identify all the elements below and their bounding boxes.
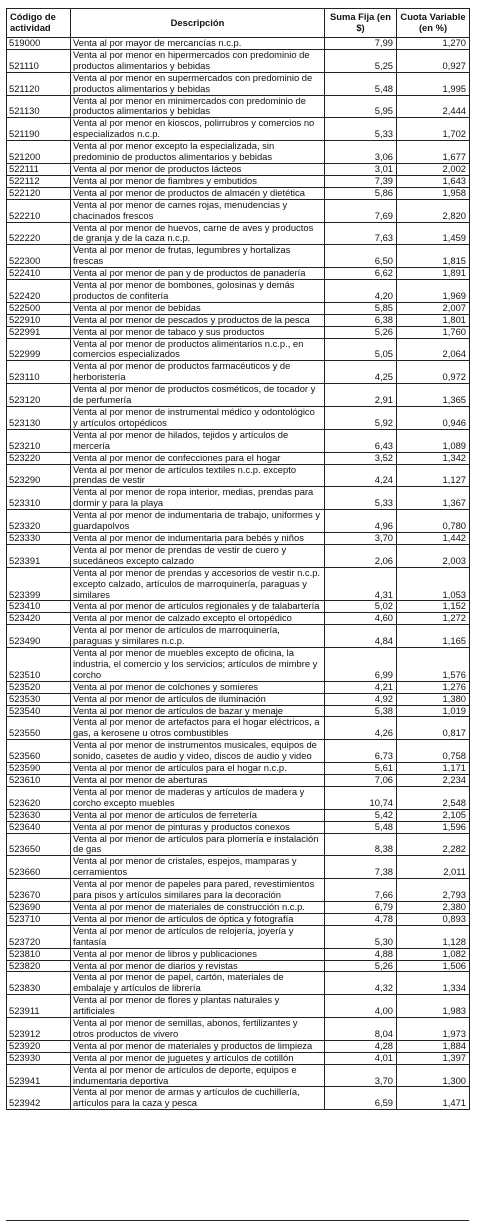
- table-row: [7, 95, 470, 118]
- table-row: [7, 809, 470, 821]
- fixed-amount-cell: 4,24: [325, 464, 397, 487]
- fixed-amount-cell: 8,38: [325, 833, 397, 856]
- table-row: [7, 681, 470, 693]
- table-row: [7, 821, 470, 833]
- table-row: [7, 222, 470, 245]
- description-cell: Venta al por menor de artículos de relojería, joyería y fantasía: [71, 925, 325, 948]
- fixed-amount-cell: 7,06: [325, 775, 397, 787]
- activity-code-cell: 523710: [7, 913, 71, 925]
- fixed-amount-cell: 4,96: [325, 510, 397, 533]
- fixed-amount-cell: 5,48: [325, 821, 397, 833]
- fixed-amount-cell: 3,52: [325, 452, 397, 464]
- table-row: [7, 995, 470, 1018]
- variable-rate-cell: 0,758: [397, 740, 470, 763]
- description-cell: Venta al por menor de ropa interior, medias, prendas para dormir y para la playa: [71, 487, 325, 510]
- description-cell: Venta al por menor de frutas, legumbres y hortalizas frescas: [71, 245, 325, 268]
- table-row: [7, 118, 470, 141]
- table-row: [7, 544, 470, 567]
- activity-code-cell: 522500: [7, 302, 71, 314]
- description-cell: Venta al por menor de colchones y somieres: [71, 681, 325, 693]
- variable-rate-cell: 2,003: [397, 544, 470, 567]
- activity-code-cell: 523210: [7, 429, 71, 452]
- description-cell: Venta al por menor excepto la especializada, sin predominio de productos alimentarios y bebidas: [71, 141, 325, 164]
- variable-rate-cell: 0,927: [397, 49, 470, 72]
- fixed-amount-cell: 6,38: [325, 314, 397, 326]
- activity-code-cell: 523830: [7, 972, 71, 995]
- fixed-amount-cell: 5,86: [325, 187, 397, 199]
- table-row: [7, 407, 470, 430]
- variable-rate-cell: 0,780: [397, 510, 470, 533]
- description-cell: Venta al por menor de muebles excepto de oficina, la industria, el comercio y los servicios; artículos de mimbre y corcho: [71, 648, 325, 682]
- variable-rate-cell: 1,342: [397, 452, 470, 464]
- description-cell: Venta al por menor de papel, cartón, materiales de embalaje y artículos de librería: [71, 972, 325, 995]
- description-cell: Venta al por menor de artículos de óptica y fotografía: [71, 913, 325, 925]
- fixed-amount-cell: 5,26: [325, 326, 397, 338]
- variable-rate-cell: 1,165: [397, 625, 470, 648]
- activity-code-cell: 523911: [7, 995, 71, 1018]
- description-cell: Venta al por menor de artículos regionales y de talabartería: [71, 601, 325, 613]
- variable-rate-cell: 1,643: [397, 175, 470, 187]
- variable-rate-cell: 1,171: [397, 763, 470, 775]
- variable-rate-cell: 1,576: [397, 648, 470, 682]
- variable-rate-cell: 1,973: [397, 1018, 470, 1041]
- description-cell: Venta al por menor en kioscos, polirrubros y comercios no especializados n.c.p.: [71, 118, 325, 141]
- fixed-amount-cell: 4,31: [325, 567, 397, 601]
- description-cell: Venta al por menor de materiales y productos de limpieza: [71, 1040, 325, 1052]
- table-row: [7, 326, 470, 338]
- variable-rate-cell: 1,801: [397, 314, 470, 326]
- table-row: [7, 384, 470, 407]
- activity-code-cell: 522410: [7, 268, 71, 280]
- variable-rate-cell: 2,105: [397, 809, 470, 821]
- fixed-amount-cell: 7,69: [325, 199, 397, 222]
- table-row: [7, 163, 470, 175]
- description-cell: Venta al por menor en hipermercados con predominio de productos alimentarios y bebidas: [71, 49, 325, 72]
- variable-rate-cell: 2,820: [397, 199, 470, 222]
- activity-code-cell: 523640: [7, 821, 71, 833]
- fixed-amount-cell: 5,92: [325, 407, 397, 430]
- activity-code-cell: 523610: [7, 775, 71, 787]
- activity-code-cell: 522999: [7, 338, 71, 361]
- activity-code-cell: 519000: [7, 38, 71, 50]
- table-row: [7, 361, 470, 384]
- table-row: [7, 464, 470, 487]
- fixed-amount-cell: 6,99: [325, 648, 397, 682]
- fixed-amount-cell: 5,38: [325, 705, 397, 717]
- description-cell: Venta al por menor de indumentaria de trabajo, uniformes y guardapolvos: [71, 510, 325, 533]
- table-row: [7, 199, 470, 222]
- description-cell: Venta al por mayor de mercancías n.c.p.: [71, 38, 325, 50]
- description-cell: Venta al por menor de artículos de ferretería: [71, 809, 325, 821]
- activity-code-cell: 523560: [7, 740, 71, 763]
- activity-code-cell: 523930: [7, 1052, 71, 1064]
- activity-code-cell: 523820: [7, 960, 71, 972]
- activity-code-cell: 521200: [7, 141, 71, 164]
- table-row: [7, 913, 470, 925]
- variable-rate-cell: 1,152: [397, 601, 470, 613]
- activity-code-cell: 522111: [7, 163, 71, 175]
- description-cell: Venta al por menor de tabaco y sus productos: [71, 326, 325, 338]
- variable-rate-cell: 1,367: [397, 487, 470, 510]
- table-row: [7, 187, 470, 199]
- description-cell: Venta al por menor de hilados, tejidos y artículos de mercería: [71, 429, 325, 452]
- description-cell: Venta al por menor de materiales de construcción n.c.p.: [71, 901, 325, 913]
- variable-rate-cell: 1,969: [397, 280, 470, 303]
- fixed-amount-cell: 4,21: [325, 681, 397, 693]
- fixed-amount-cell: 4,60: [325, 613, 397, 625]
- table-row: [7, 648, 470, 682]
- fixed-amount-cell: 5,85: [325, 302, 397, 314]
- fixed-amount-cell: 5,26: [325, 960, 397, 972]
- activity-code-cell: 523920: [7, 1040, 71, 1052]
- description-cell: Venta al por menor de armas y artículos de cuchillería, artículos para la caza y pesca: [71, 1087, 325, 1110]
- header-code: Código de actividad: [7, 9, 71, 38]
- variable-rate-cell: 1,276: [397, 681, 470, 693]
- activity-code-cell: 523330: [7, 532, 71, 544]
- table-row: [7, 786, 470, 809]
- fixed-amount-cell: 3,01: [325, 163, 397, 175]
- table-row: [7, 925, 470, 948]
- fixed-amount-cell: 6,73: [325, 740, 397, 763]
- description-cell: Venta al por menor de papeles para pared, revestimientos para pisos y artículos similares para la decoración: [71, 879, 325, 902]
- fixed-amount-cell: 5,61: [325, 763, 397, 775]
- table-row: [7, 175, 470, 187]
- fixed-amount-cell: 5,48: [325, 72, 397, 95]
- table-row: [7, 487, 470, 510]
- fixed-amount-cell: 10,74: [325, 786, 397, 809]
- description-cell: Venta al por menor de productos alimentarios n.c.p., en comercios especializados: [71, 338, 325, 361]
- description-cell: Venta al por menor de artículos para el hogar n.c.p.: [71, 763, 325, 775]
- variable-rate-cell: 2,548: [397, 786, 470, 809]
- fixed-amount-cell: 3,70: [325, 532, 397, 544]
- table-row: [7, 960, 470, 972]
- table-row: [7, 302, 470, 314]
- description-cell: Venta al por menor de pinturas y productos conexos: [71, 821, 325, 833]
- table-row: [7, 532, 470, 544]
- activity-code-cell: 522420: [7, 280, 71, 303]
- description-cell: Venta al por menor de productos cosméticos, de tocador y de perfumería: [71, 384, 325, 407]
- activity-code-cell: 521120: [7, 72, 71, 95]
- description-cell: Venta al por menor de flores y plantas naturales y artificiales: [71, 995, 325, 1018]
- table-row: [7, 72, 470, 95]
- fixed-amount-cell: 2,91: [325, 384, 397, 407]
- variable-rate-cell: 0,893: [397, 913, 470, 925]
- table-row: [7, 268, 470, 280]
- activity-code-cell: 523540: [7, 705, 71, 717]
- variable-rate-cell: 1,442: [397, 532, 470, 544]
- fixed-amount-cell: 4,92: [325, 693, 397, 705]
- description-cell: Venta al por menor de instrumentos musicales, equipos de sonido, casetes de audio y video, discos de audio y video: [71, 740, 325, 763]
- table-row: [7, 1087, 470, 1110]
- activity-code-cell: 523490: [7, 625, 71, 648]
- table-header: [7, 9, 470, 38]
- fixed-amount-cell: 4,26: [325, 717, 397, 740]
- table-row: [7, 141, 470, 164]
- variable-rate-cell: 1,459: [397, 222, 470, 245]
- activity-tariff-table: [6, 8, 470, 1110]
- description-cell: Venta al por menor de confecciones para el hogar: [71, 452, 325, 464]
- table-row: [7, 1064, 470, 1087]
- variable-rate-cell: 1,334: [397, 972, 470, 995]
- variable-rate-cell: 1,471: [397, 1087, 470, 1110]
- activity-code-cell: 523520: [7, 681, 71, 693]
- variable-rate-cell: 1,983: [397, 995, 470, 1018]
- fixed-amount-cell: 7,39: [325, 175, 397, 187]
- fixed-amount-cell: 6,50: [325, 245, 397, 268]
- table-row: [7, 972, 470, 995]
- activity-code-cell: 522112: [7, 175, 71, 187]
- description-cell: Venta al por menor de libros y publicaciones: [71, 948, 325, 960]
- activity-code-cell: 522210: [7, 199, 71, 222]
- variable-rate-cell: 1,596: [397, 821, 470, 833]
- description-cell: Venta al por menor de fiambres y embutidos: [71, 175, 325, 187]
- fixed-amount-cell: 4,20: [325, 280, 397, 303]
- fixed-amount-cell: 3,70: [325, 1064, 397, 1087]
- description-cell: Venta al por menor de productos farmacéuticos y de herboristería: [71, 361, 325, 384]
- activity-code-cell: 523530: [7, 693, 71, 705]
- description-cell: Venta al por menor de cristales, espejos, mamparas y cerramientos: [71, 856, 325, 879]
- activity-code-cell: 521190: [7, 118, 71, 141]
- fixed-amount-cell: 6,59: [325, 1087, 397, 1110]
- header-variable-rate: Cuota Variable (en %): [397, 9, 470, 38]
- activity-code-cell: 523420: [7, 613, 71, 625]
- activity-code-cell: 523650: [7, 833, 71, 856]
- activity-code-cell: 523590: [7, 763, 71, 775]
- fixed-amount-cell: 7,63: [325, 222, 397, 245]
- description-cell: Venta al por menor de bebidas: [71, 302, 325, 314]
- description-cell: Venta al por menor de instrumental médico y odontológico y artículos ortopédicos: [71, 407, 325, 430]
- table-row: [7, 601, 470, 613]
- fixed-amount-cell: 4,32: [325, 972, 397, 995]
- description-cell: Venta al por menor de bombones, golosinas y demás productos de confitería: [71, 280, 325, 303]
- fixed-amount-cell: 2,06: [325, 544, 397, 567]
- table-row: [7, 625, 470, 648]
- variable-rate-cell: 1,365: [397, 384, 470, 407]
- header-fixed-amount: Suma Fija (en $): [325, 9, 397, 38]
- fixed-amount-cell: 5,30: [325, 925, 397, 948]
- activity-code-cell: 523110: [7, 361, 71, 384]
- fixed-amount-cell: 8,04: [325, 1018, 397, 1041]
- activity-code-cell: 523620: [7, 786, 71, 809]
- table-row: [7, 763, 470, 775]
- variable-rate-cell: 2,793: [397, 879, 470, 902]
- activity-code-cell: 523630: [7, 809, 71, 821]
- activity-code-cell: 523942: [7, 1087, 71, 1110]
- fixed-amount-cell: 6,43: [325, 429, 397, 452]
- description-cell: Venta al por menor de diarios y revistas: [71, 960, 325, 972]
- activity-code-cell: 523130: [7, 407, 71, 430]
- description-cell: Venta al por menor de pescados y productos de la pesca: [71, 314, 325, 326]
- variable-rate-cell: 1,272: [397, 613, 470, 625]
- variable-rate-cell: 1,397: [397, 1052, 470, 1064]
- table-row: [7, 948, 470, 960]
- variable-rate-cell: 2,002: [397, 163, 470, 175]
- variable-rate-cell: 1,127: [397, 464, 470, 487]
- variable-rate-cell: 1,815: [397, 245, 470, 268]
- activity-code-cell: 523810: [7, 948, 71, 960]
- fixed-amount-cell: 4,84: [325, 625, 397, 648]
- table-row: [7, 775, 470, 787]
- fixed-amount-cell: 4,78: [325, 913, 397, 925]
- activity-code-cell: 523912: [7, 1018, 71, 1041]
- variable-rate-cell: 2,380: [397, 901, 470, 913]
- table-row: [7, 1040, 470, 1052]
- variable-rate-cell: 1,082: [397, 948, 470, 960]
- fixed-amount-cell: 5,02: [325, 601, 397, 613]
- fixed-amount-cell: 5,05: [325, 338, 397, 361]
- fixed-amount-cell: 5,33: [325, 118, 397, 141]
- variable-rate-cell: 1,380: [397, 693, 470, 705]
- fixed-amount-cell: 4,25: [325, 361, 397, 384]
- description-cell: Venta al por menor de artículos de deporte, equipos e indumentaria deportiva: [71, 1064, 325, 1087]
- table-row: [7, 1018, 470, 1041]
- table-row: [7, 705, 470, 717]
- activity-code-cell: 523391: [7, 544, 71, 567]
- fixed-amount-cell: 5,95: [325, 95, 397, 118]
- header-description: Descripción: [71, 9, 325, 38]
- description-cell: Venta al por menor de productos de almacén y dietética: [71, 187, 325, 199]
- description-cell: Venta al por menor de maderas y artículos de madera y corcho excepto muebles: [71, 786, 325, 809]
- activity-code-cell: 522120: [7, 187, 71, 199]
- activity-code-cell: 523550: [7, 717, 71, 740]
- description-cell: Venta al por menor de aberturas: [71, 775, 325, 787]
- variable-rate-cell: 1,677: [397, 141, 470, 164]
- table-row: [7, 856, 470, 879]
- activity-code-cell: 523690: [7, 901, 71, 913]
- variable-rate-cell: 1,760: [397, 326, 470, 338]
- table-row: [7, 833, 470, 856]
- variable-rate-cell: 2,007: [397, 302, 470, 314]
- variable-rate-cell: 2,064: [397, 338, 470, 361]
- variable-rate-cell: 1,702: [397, 118, 470, 141]
- activity-code-cell: 523320: [7, 510, 71, 533]
- description-cell: Venta al por menor en supermercados con predominio de productos alimentarios y bebidas: [71, 72, 325, 95]
- table-row: [7, 717, 470, 740]
- fixed-amount-cell: 3,06: [325, 141, 397, 164]
- activity-code-cell: 522300: [7, 245, 71, 268]
- description-cell: Venta al por menor de artículos de bazar y menaje: [71, 705, 325, 717]
- variable-rate-cell: 1,995: [397, 72, 470, 95]
- description-cell: Venta al por menor de indumentaria para bebés y niños: [71, 532, 325, 544]
- description-cell: Venta al por menor de carnes rojas, menudencias y chacinados frescos: [71, 199, 325, 222]
- description-cell: Venta al por menor de artículos de marroquinería, paraguas y similares n.c.p.: [71, 625, 325, 648]
- activity-code-cell: 523510: [7, 648, 71, 682]
- activity-code-cell: 522220: [7, 222, 71, 245]
- activity-code-cell: 523941: [7, 1064, 71, 1087]
- description-cell: Venta al por menor de artefactos para el hogar eléctricos, a gas, a kerosene u otros combustibles: [71, 717, 325, 740]
- table-row: [7, 693, 470, 705]
- table-row: [7, 901, 470, 913]
- fixed-amount-cell: 4,00: [325, 995, 397, 1018]
- table-row: [7, 567, 470, 601]
- fixed-amount-cell: 6,62: [325, 268, 397, 280]
- variable-rate-cell: 1,891: [397, 268, 470, 280]
- variable-rate-cell: 1,506: [397, 960, 470, 972]
- tariff-document: [6, 8, 469, 1110]
- fixed-amount-cell: 7,99: [325, 38, 397, 50]
- description-cell: Venta al por menor de calzado excepto el ortopédico: [71, 613, 325, 625]
- table-row: [7, 1052, 470, 1064]
- table-row: [7, 280, 470, 303]
- variable-rate-cell: 2,234: [397, 775, 470, 787]
- table-row: [7, 338, 470, 361]
- table-row: [7, 38, 470, 50]
- activity-code-cell: 523120: [7, 384, 71, 407]
- fixed-amount-cell: 5,25: [325, 49, 397, 72]
- activity-code-cell: 523290: [7, 464, 71, 487]
- variable-rate-cell: 2,444: [397, 95, 470, 118]
- table-body: [7, 38, 470, 1110]
- variable-rate-cell: 0,817: [397, 717, 470, 740]
- variable-rate-cell: 1,300: [397, 1064, 470, 1087]
- description-cell: Venta al por menor de artículos de iluminación: [71, 693, 325, 705]
- description-cell: Venta al por menor de huevos, carne de aves y productos de granja y de la caza n.c.p.: [71, 222, 325, 245]
- variable-rate-cell: 0,972: [397, 361, 470, 384]
- activity-code-cell: 523720: [7, 925, 71, 948]
- activity-code-cell: 523310: [7, 487, 71, 510]
- variable-rate-cell: 1,128: [397, 925, 470, 948]
- table-row: [7, 740, 470, 763]
- description-cell: Venta al por menor de semillas, abonos, fertilizantes y otros productos de vivero: [71, 1018, 325, 1041]
- activity-code-cell: 523660: [7, 856, 71, 879]
- table-row: [7, 510, 470, 533]
- variable-rate-cell: 1,958: [397, 187, 470, 199]
- variable-rate-cell: 1,053: [397, 567, 470, 601]
- variable-rate-cell: 0,946: [397, 407, 470, 430]
- variable-rate-cell: 1,270: [397, 38, 470, 50]
- description-cell: Venta al por menor en minimercados con predominio de productos alimentarios y bebidas: [71, 95, 325, 118]
- activity-code-cell: 523410: [7, 601, 71, 613]
- fixed-amount-cell: 5,42: [325, 809, 397, 821]
- variable-rate-cell: 1,089: [397, 429, 470, 452]
- activity-code-cell: 521130: [7, 95, 71, 118]
- fixed-amount-cell: 4,88: [325, 948, 397, 960]
- table-row: [7, 613, 470, 625]
- activity-code-cell: 523220: [7, 452, 71, 464]
- description-cell: Venta al por menor de prendas de vestir de cuero y sucedáneos excepto calzado: [71, 544, 325, 567]
- fixed-amount-cell: 7,66: [325, 879, 397, 902]
- fixed-amount-cell: 4,01: [325, 1052, 397, 1064]
- description-cell: Venta al por menor de artículos para plomería e instalación de gas: [71, 833, 325, 856]
- fixed-amount-cell: 5,33: [325, 487, 397, 510]
- table-row: [7, 879, 470, 902]
- activity-code-cell: 522910: [7, 314, 71, 326]
- activity-code-cell: 522991: [7, 326, 71, 338]
- activity-code-cell: 523670: [7, 879, 71, 902]
- activity-code-cell: 523399: [7, 567, 71, 601]
- table-row: [7, 452, 470, 464]
- fixed-amount-cell: 7,38: [325, 856, 397, 879]
- fixed-amount-cell: 6,79: [325, 901, 397, 913]
- table-row: [7, 245, 470, 268]
- table-row: [7, 314, 470, 326]
- description-cell: Venta al por menor de artículos textiles n.c.p. excepto prendas de vestir: [71, 464, 325, 487]
- variable-rate-cell: 1,019: [397, 705, 470, 717]
- description-cell: Venta al por menor de prendas y accesorios de vestir n.c.p. excepto calzado, artículos de marroquinería, paraguas y similares: [71, 567, 325, 601]
- description-cell: Venta al por menor de productos lácteos: [71, 163, 325, 175]
- variable-rate-cell: 2,282: [397, 833, 470, 856]
- variable-rate-cell: 1,884: [397, 1040, 470, 1052]
- table-row: [7, 49, 470, 72]
- header-row: [7, 9, 470, 38]
- table-row: [7, 429, 470, 452]
- activity-code-cell: 521110: [7, 49, 71, 72]
- variable-rate-cell: 2,011: [397, 856, 470, 879]
- description-cell: Venta al por menor de pan y de productos de panadería: [71, 268, 325, 280]
- fixed-amount-cell: 4,28: [325, 1040, 397, 1052]
- description-cell: Venta al por menor de juguetes y artículos de cotillón: [71, 1052, 325, 1064]
